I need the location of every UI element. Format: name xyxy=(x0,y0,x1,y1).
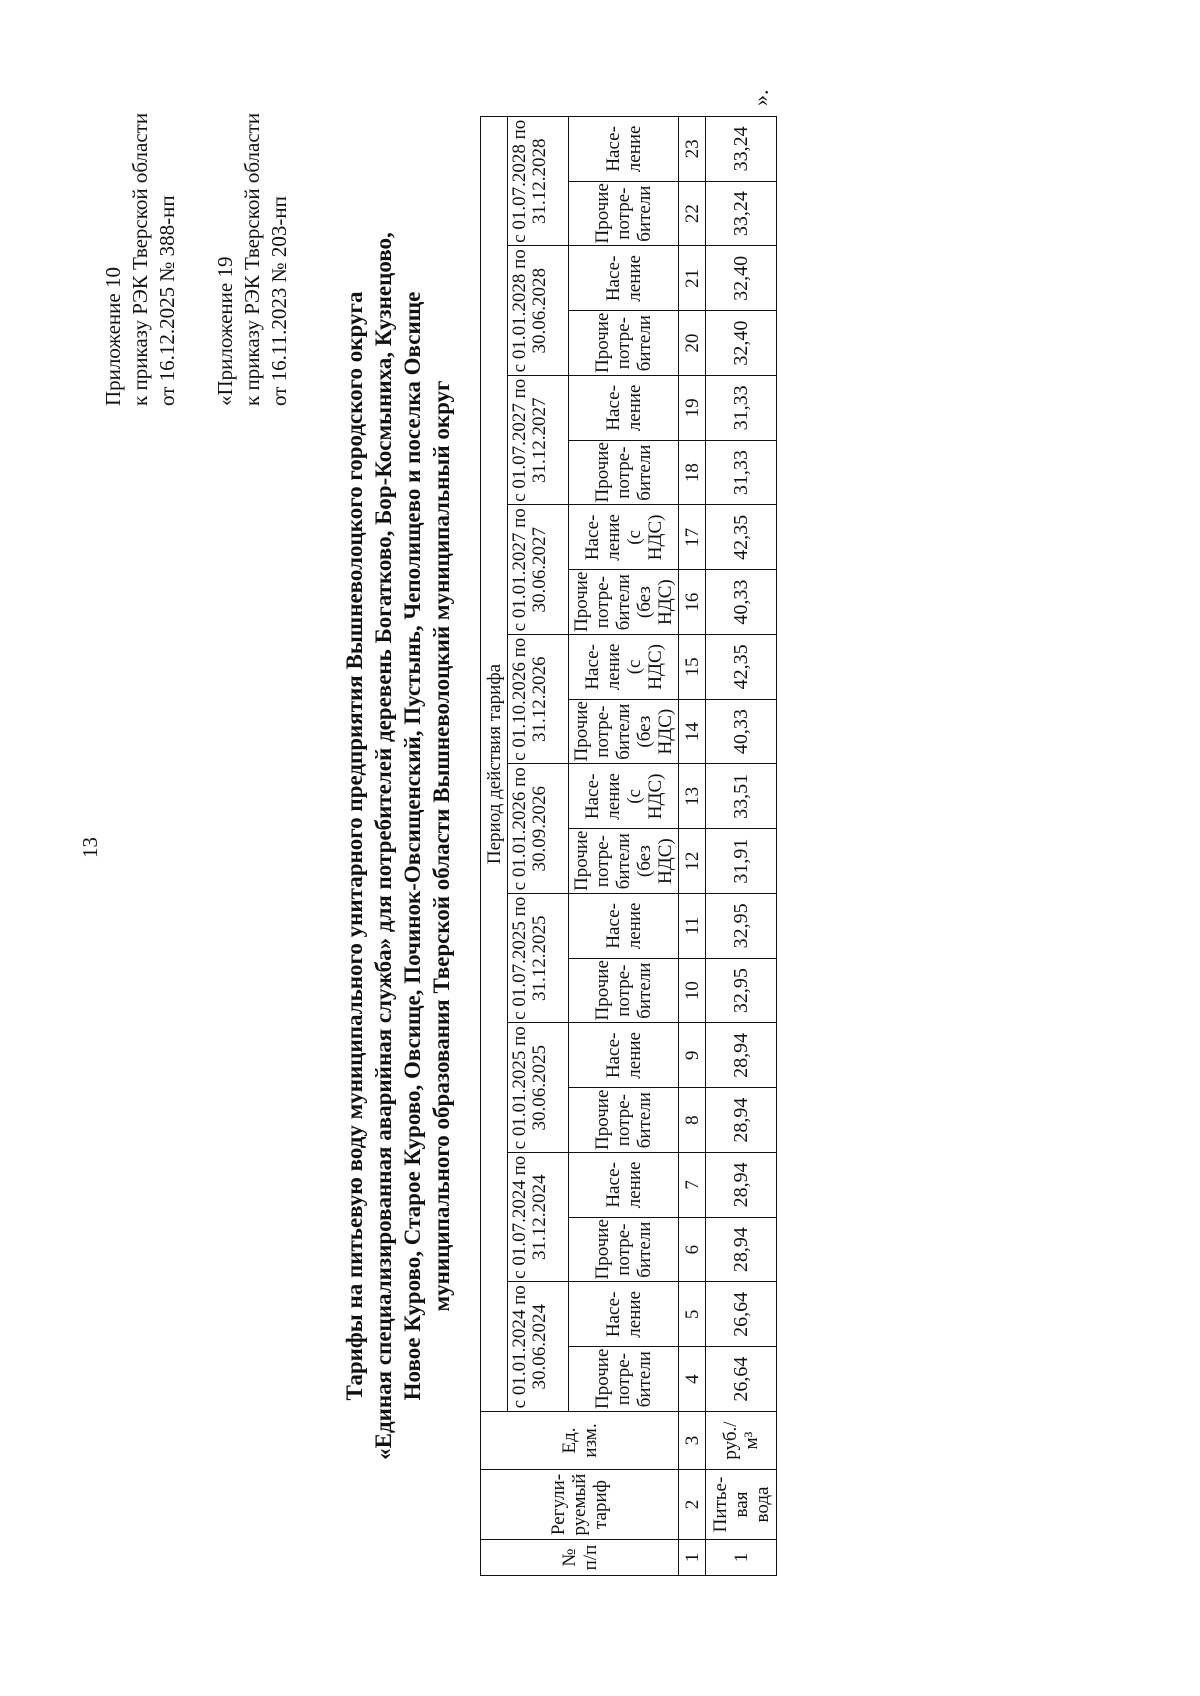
column-number: 9 xyxy=(679,1023,706,1088)
consumer-type-population: Насе-ление xyxy=(569,246,679,311)
consumer-type-other: Прочие потре-бители xyxy=(569,958,679,1023)
column-number: 5 xyxy=(679,1282,706,1347)
tariff-value: 28,94 xyxy=(706,1023,777,1088)
header-row-period xyxy=(481,117,508,1576)
row-number: 1 xyxy=(706,1540,777,1576)
consumer-type-population: Насе-ление (с НДС) xyxy=(569,505,679,570)
tariff-value: 33,51 xyxy=(706,764,777,829)
period-date-range: с 01.01.2027 по 30.06.2027 xyxy=(508,505,569,635)
column-header-period: Период действия тарифа xyxy=(481,117,508,1412)
column-number: 1 xyxy=(679,1540,706,1576)
title-line: «Единая специализированная аварийная служба» для потребителей деревень Богатково, Бор-Космыниха, Кузнецово, xyxy=(371,232,396,1460)
tariff-value: 40,33 xyxy=(706,699,777,764)
column-number: 4 xyxy=(679,1347,706,1412)
tariff-value: 33,24 xyxy=(706,181,777,246)
column-number: 7 xyxy=(679,1153,706,1218)
closing-quote: ». xyxy=(748,89,773,106)
appendix-line: к приказу РЭК Тверской области xyxy=(240,112,264,406)
tariff-value: 40,33 xyxy=(706,570,777,635)
column-number: 12 xyxy=(679,829,706,894)
row-unit: руб./м³ xyxy=(706,1412,777,1470)
column-header-tariff: Регули-руемый тариф xyxy=(481,1470,679,1540)
tariff-value: 28,94 xyxy=(706,1153,777,1218)
column-number: 15 xyxy=(679,635,706,700)
column-number: 2 xyxy=(679,1470,706,1540)
appendix-reference-new xyxy=(100,113,181,406)
consumer-type-population: Насе-ление xyxy=(569,894,679,959)
column-number: 14 xyxy=(679,699,706,764)
header-row-dates xyxy=(508,117,569,1576)
consumer-type-population: Насе-ление xyxy=(569,1153,679,1218)
column-number: 16 xyxy=(679,570,706,635)
tariff-value: 32,95 xyxy=(706,958,777,1023)
period-date-range: с 01.10.2026 по 31.12.2026 xyxy=(508,635,569,765)
consumer-type-population: Насе-ление xyxy=(569,376,679,441)
header-row-consumers xyxy=(569,117,679,1576)
period-date-range: с 01.07.2027 по 31.12.2027 xyxy=(508,376,569,506)
consumer-type-population: Насе-ление xyxy=(569,1282,679,1347)
column-number: 13 xyxy=(679,764,706,829)
row-tariff-name: Питье-вая вода xyxy=(706,1470,777,1540)
consumer-type-population: Насе-ление xyxy=(569,117,679,182)
period-date-range: с 01.01.2028 по 30.06.2028 xyxy=(508,246,569,376)
column-number: 21 xyxy=(679,246,706,311)
consumer-type-other: Прочие потре-бители xyxy=(569,1088,679,1153)
period-date-range: с 01.01.2025 по 30.06.2025 xyxy=(508,1023,569,1153)
tariff-value: 32,40 xyxy=(706,311,777,376)
consumer-type-other: Прочие потре-бители xyxy=(569,181,679,246)
table-row xyxy=(706,117,777,1576)
tariff-value: 42,35 xyxy=(706,505,777,570)
column-number: 6 xyxy=(679,1217,706,1282)
consumer-type-population: Насе-ление (с НДС) xyxy=(569,764,679,829)
tariff-value: 31,33 xyxy=(706,376,777,441)
period-date-range: с 01.07.2024 по 31.12.2024 xyxy=(508,1153,569,1283)
period-date-range: с 01.07.2028 по 31.12.2028 xyxy=(508,117,569,247)
tariff-value: 33,24 xyxy=(706,117,777,182)
tariff-table xyxy=(480,116,777,1576)
column-number: 17 xyxy=(679,505,706,570)
tariff-value: 31,33 xyxy=(706,440,777,505)
column-number: 8 xyxy=(679,1088,706,1153)
tariff-value: 32,95 xyxy=(706,894,777,959)
column-number: 3 xyxy=(679,1412,706,1470)
title-line: Новое Курово, Старое Курово, Овсище, Починок-Овсищенский, Пустынь, Чеполищево и поселка Овсище xyxy=(400,291,425,1401)
tariff-value: 31,91 xyxy=(706,829,777,894)
column-number-row xyxy=(679,117,706,1576)
column-number: 19 xyxy=(679,376,706,441)
title-line: Тарифы на питьевую воду муниципального унитарного предприятия Вышневолоцкого городского округа xyxy=(342,291,367,1401)
period-date-range: с 01.01.2026 по 30.09.2026 xyxy=(508,764,569,894)
consumer-type-other: Прочие потре-бители xyxy=(569,311,679,376)
column-number: 22 xyxy=(679,181,706,246)
consumer-type-other: Прочие потре-бители xyxy=(569,1347,679,1412)
tariff-value: 42,35 xyxy=(706,635,777,700)
tariff-value: 26,64 xyxy=(706,1347,777,1412)
consumer-type-other: Прочие потре-бители (без НДС) xyxy=(569,829,679,894)
appendix-line: Приложение 10 xyxy=(101,267,125,406)
consumer-type-other: Прочие потре-бители xyxy=(569,440,679,505)
tariff-value: 26,64 xyxy=(706,1282,777,1347)
tariff-value: 28,94 xyxy=(706,1217,777,1282)
tariff-value: 32,40 xyxy=(706,246,777,311)
appendix-line: «Приложение 19 xyxy=(213,256,237,406)
column-header-number: № п/п xyxy=(481,1540,679,1576)
period-date-range: с 01.07.2025 по 31.12.2025 xyxy=(508,894,569,1024)
consumer-type-other: Прочие потре-бители xyxy=(569,1217,679,1282)
period-date-range: с 01.01.2024 по 30.06.2024 xyxy=(508,1282,569,1412)
column-number: 20 xyxy=(679,311,706,376)
page-number: 13 xyxy=(78,837,102,858)
consumer-type-other: Прочие потре-бители (без НДС) xyxy=(569,699,679,764)
document-title xyxy=(340,116,456,1576)
appendix-line: от 16.12.2025 № 388-нп xyxy=(155,195,179,406)
column-number: 18 xyxy=(679,440,706,505)
consumer-type-other: Прочие потре-бители (без НДС) xyxy=(569,570,679,635)
appendix-line: от 16.11.2023 № 203-нп xyxy=(267,196,291,406)
title-line: муниципального образования Тверской области Вышневолоцкий муниципальный округ xyxy=(429,380,454,1312)
appendix-reference-old xyxy=(212,113,293,406)
column-header-unit: Ед. изм. xyxy=(481,1412,679,1470)
tariff-value: 28,94 xyxy=(706,1088,777,1153)
column-number: 23 xyxy=(679,117,706,182)
appendix-line: к приказу РЭК Тверской области xyxy=(128,112,152,406)
column-number: 11 xyxy=(679,894,706,959)
consumer-type-population: Насе-ление (с НДС) xyxy=(569,635,679,700)
column-number: 10 xyxy=(679,958,706,1023)
consumer-type-population: Насе-ление xyxy=(569,1023,679,1088)
